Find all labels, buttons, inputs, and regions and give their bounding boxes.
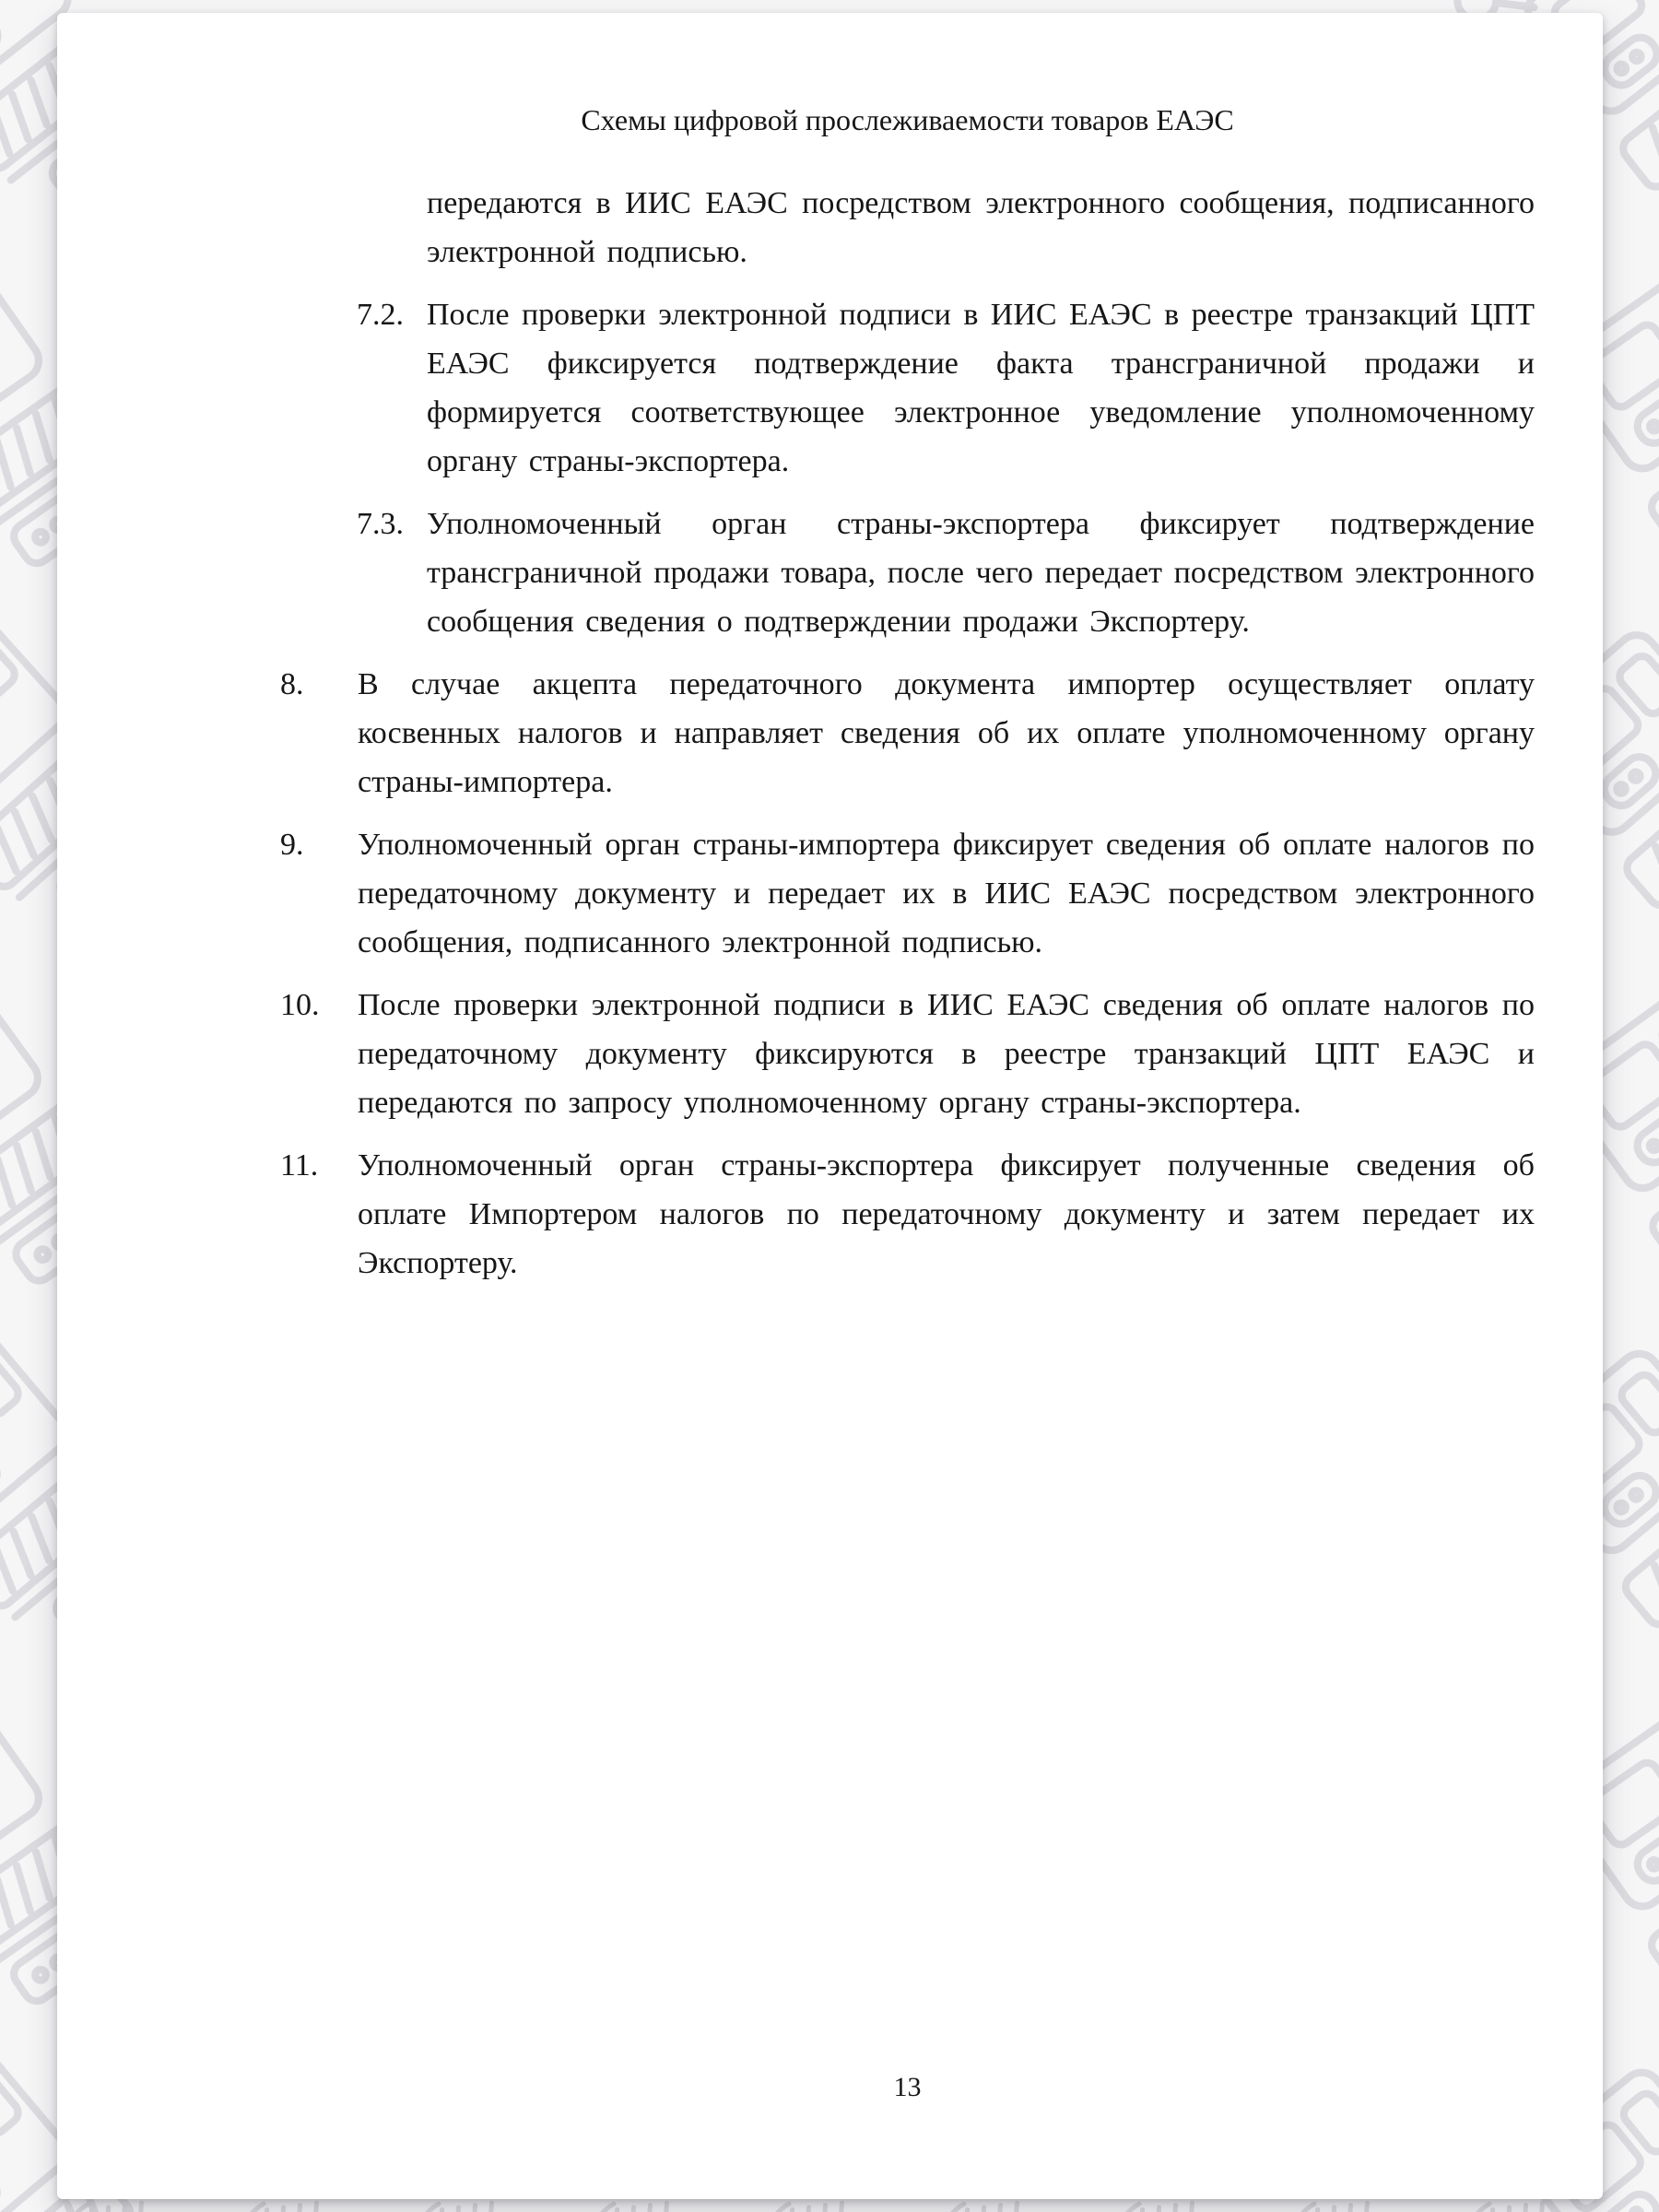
- list-item-text: Уполномоченный орган страны-импортера фиксирует сведения об оплате налогов по передаточному документу и передает их в ИИС ЕАЭС посредством электронного сообщения, подписанного электронной подписью.: [358, 828, 1535, 959]
- list-item-9: [280, 820, 1535, 967]
- list-item-11: [280, 1141, 1535, 1288]
- running-header: Схемы цифровой прослеживаемости товаров ЕАЭС: [581, 103, 1234, 136]
- list-item-text: После проверки электронной подписи в ИИС ЕАЭС в реестре транзакций ЦПТ ЕАЭС фиксируется подтверждение факта трансграничной продажи и формируется соответствующее электронное уведомление уполномоченному органу страны-экспортера.: [427, 298, 1535, 478]
- list-item-number: 7.2.: [357, 298, 404, 332]
- list-item-number: 8.: [280, 667, 304, 701]
- list-item-number: 9.: [280, 828, 304, 862]
- document-page: [57, 13, 1603, 2199]
- paragraph-continuation: передаются в ИИС ЕАЭС посредством электронного сообщения, подписанного электронной подписью.: [427, 186, 1535, 269]
- list-item-8: [280, 660, 1535, 806]
- list-item-text: В случае акцепта передаточного документа импортер осуществляет оплату косвенных налогов и направляет сведения об их оплате уполномоченному органу страны-импортера.: [358, 667, 1535, 799]
- list-item-number: 7.3.: [357, 507, 404, 541]
- page-number: 13: [893, 2072, 922, 2102]
- list-item-number: 10.: [280, 988, 320, 1022]
- list-item-text: Уполномоченный орган страны-экспортера фиксирует полученные сведения об оплате Импортером налогов по передаточному документу и затем передает их Экспортеру.: [358, 1148, 1535, 1280]
- list-item-7-2: [357, 290, 1535, 486]
- page-content: [57, 101, 1603, 1288]
- list-item-7-3: [357, 500, 1535, 646]
- list-item-text: Уполномоченный орган страны-экспортера фиксирует подтверждение трансграничной продажи товара, после чего передает посредством электронного сообщения сведения о подтверждении продажи Экспортеру.: [427, 507, 1535, 639]
- list-item-number: 11.: [280, 1148, 319, 1182]
- list-item-text: После проверки электронной подписи в ИИС ЕАЭС сведения об оплате налогов по передаточному документу фиксируются в реестре транзакций ЦПТ ЕАЭС и передаются по запросу уполномоченному органу страны-экспортера.: [358, 988, 1535, 1120]
- list-item-10: [280, 981, 1535, 1127]
